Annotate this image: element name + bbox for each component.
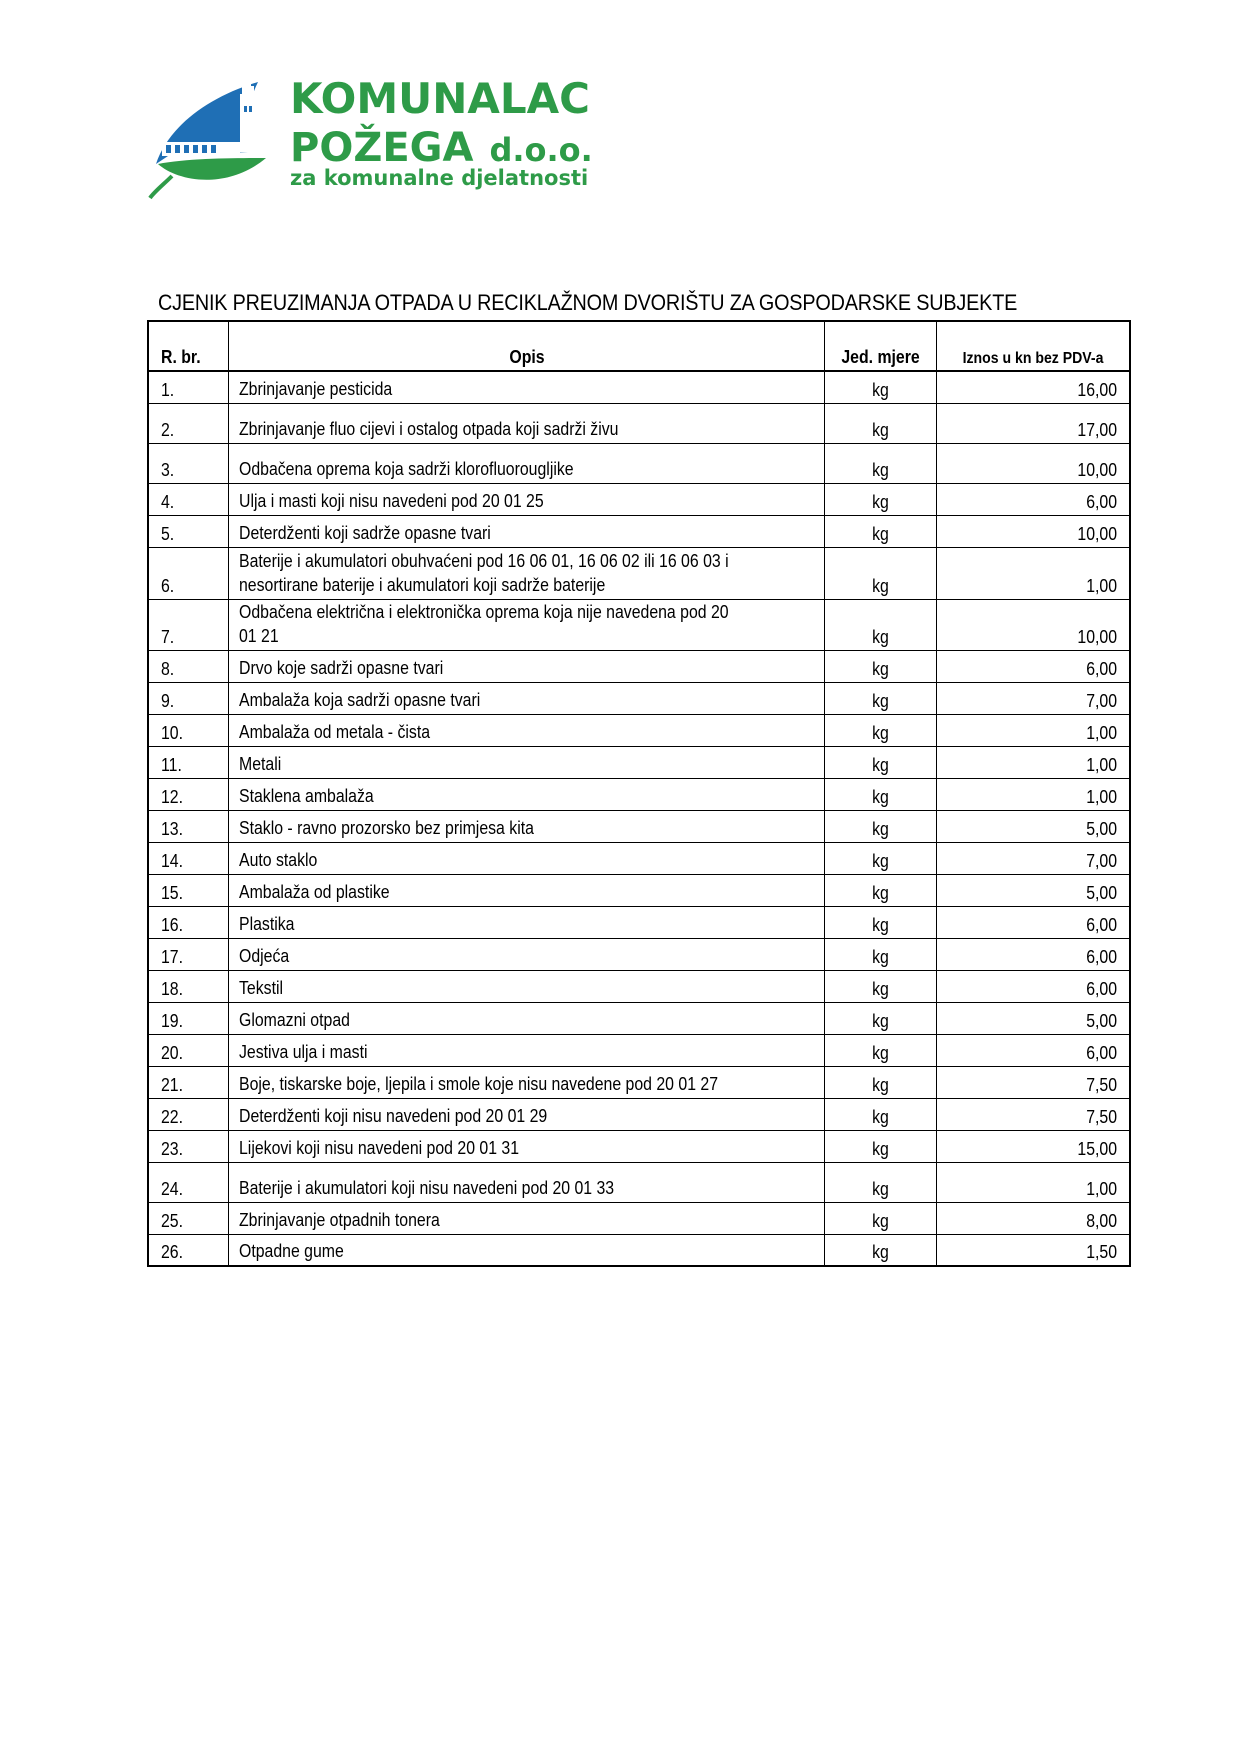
row-unit: kg: [825, 1162, 936, 1202]
brand-name-line2: [290, 125, 593, 171]
brand-city: POŽEGA: [290, 125, 474, 171]
row-unit: kg: [825, 483, 936, 515]
row-description: Otpadne gume: [228, 1234, 824, 1266]
row-description: Ulja i masti koji nisu navedeni pod 20 01 25: [228, 483, 824, 515]
table-row: [148, 842, 1130, 874]
table-row: [148, 547, 1130, 599]
brand-name-line1: KOMUNALAC: [290, 74, 591, 123]
row-price: 6,00: [936, 483, 1130, 515]
row-unit: kg: [825, 746, 936, 778]
row-price: 8,00: [936, 1202, 1130, 1234]
row-description: Baterije i akumulatori obuhvaćeni pod 16 06 01, 16 06 02 ili 16 06 03 i nesortirane baterije i akumulatori koji sadrže baterije: [228, 547, 824, 599]
row-unit: kg: [825, 371, 936, 403]
row-unit: kg: [825, 1202, 936, 1234]
row-description: Baterije i akumulatori koji nisu navedeni pod 20 01 33: [228, 1162, 824, 1202]
table-row: [148, 1202, 1130, 1234]
row-number: 16.: [148, 906, 228, 938]
row-unit: kg: [825, 970, 936, 1002]
row-unit: kg: [825, 1130, 936, 1162]
row-number: 22.: [148, 1098, 228, 1130]
row-number: 20.: [148, 1034, 228, 1066]
row-price: 5,00: [936, 874, 1130, 906]
row-description: Zbrinjavanje pesticida: [228, 371, 824, 403]
row-unit: kg: [825, 1002, 936, 1034]
row-number: 23.: [148, 1130, 228, 1162]
row-unit: kg: [825, 650, 936, 682]
row-description: Auto staklo: [228, 842, 824, 874]
document-title: CJENIK PREUZIMANJA OTPADA U RECIKLAŽNOM DVORIŠTU ZA GOSPODARSKE SUBJEKTE: [158, 290, 1018, 315]
row-number: 2.: [148, 403, 228, 443]
row-number: 5.: [148, 515, 228, 547]
row-description: Boje, tiskarske boje, ljepila i smole koje nisu navedene pod 20 01 27: [228, 1066, 824, 1098]
row-description: Metali: [228, 746, 824, 778]
row-price: 6,00: [936, 938, 1130, 970]
row-price: 16,00: [936, 371, 1130, 403]
row-unit: kg: [825, 599, 936, 650]
row-number: 19.: [148, 1002, 228, 1034]
row-description: Drvo koje sadrži opasne tvari: [228, 650, 824, 682]
row-price: 7,50: [936, 1098, 1130, 1130]
row-number: 1.: [148, 371, 228, 403]
table-row: [148, 650, 1130, 682]
table-row: [148, 1234, 1130, 1266]
row-description: Odjeća: [228, 938, 824, 970]
table-row: [148, 1130, 1130, 1162]
row-description: Deterdženti koji nisu navedeni pod 20 01 29: [228, 1098, 824, 1130]
row-description: Staklena ambalaža: [228, 778, 824, 810]
column-header-description: Opis: [228, 321, 824, 371]
table-row: [148, 1066, 1130, 1098]
row-price: 10,00: [936, 443, 1130, 483]
table-row: [148, 443, 1130, 483]
table-row: [148, 403, 1130, 443]
row-price: 5,00: [936, 1002, 1130, 1034]
table-row: [148, 371, 1130, 403]
row-description: Zbrinjavanje otpadnih tonera: [228, 1202, 824, 1234]
row-price: 1,00: [936, 746, 1130, 778]
table-row: [148, 874, 1130, 906]
row-price: 1,50: [936, 1234, 1130, 1266]
table-row: [148, 515, 1130, 547]
row-unit: kg: [825, 810, 936, 842]
row-description: Ambalaža koja sadrži opasne tvari: [228, 682, 824, 714]
brand-tagline: za komunalne djelatnosti: [290, 166, 589, 190]
brand-suffix: d.o.o.: [489, 131, 593, 169]
column-header-number: R. br.: [148, 321, 228, 371]
row-price: 1,00: [936, 714, 1130, 746]
row-number: 24.: [148, 1162, 228, 1202]
row-unit: kg: [825, 714, 936, 746]
row-price: 7,00: [936, 842, 1130, 874]
row-price: 5,00: [936, 810, 1130, 842]
table-row: [148, 746, 1130, 778]
row-number: 4.: [148, 483, 228, 515]
row-description: Ambalaža od metala - čista: [228, 714, 824, 746]
row-number: 21.: [148, 1066, 228, 1098]
row-number: 17.: [148, 938, 228, 970]
row-price: 17,00: [936, 403, 1130, 443]
row-description: Staklo - ravno prozorsko bez primjesa kita: [228, 810, 824, 842]
row-description: Glomazni otpad: [228, 1002, 824, 1034]
column-header-price: Iznos u kn bez PDV-a: [936, 321, 1130, 371]
row-number: 13.: [148, 810, 228, 842]
row-unit: kg: [825, 1234, 936, 1266]
row-price: 1,00: [936, 547, 1130, 599]
table-row: [148, 970, 1130, 1002]
row-price: 1,00: [936, 1162, 1130, 1202]
row-number: 11.: [148, 746, 228, 778]
row-number: 12.: [148, 778, 228, 810]
row-number: 18.: [148, 970, 228, 1002]
logo-emblem-icon: [148, 72, 284, 202]
row-unit: kg: [825, 842, 936, 874]
table-row: [148, 906, 1130, 938]
table-row: [148, 599, 1130, 650]
row-price: 6,00: [936, 970, 1130, 1002]
row-description: Tekstil: [228, 970, 824, 1002]
row-description: Plastika: [228, 906, 824, 938]
row-description: Ambalaža od plastike: [228, 874, 824, 906]
table-header-row: [148, 321, 1130, 371]
row-price: 6,00: [936, 1034, 1130, 1066]
row-price: 6,00: [936, 650, 1130, 682]
row-number: 8.: [148, 650, 228, 682]
row-price: 6,00: [936, 906, 1130, 938]
table-row: [148, 778, 1130, 810]
row-unit: kg: [825, 938, 936, 970]
row-description: Deterdženti koji sadrže opasne tvari: [228, 515, 824, 547]
row-description: Odbačena oprema koja sadrži klorofluorougljike: [228, 443, 824, 483]
row-price: 10,00: [936, 599, 1130, 650]
row-number: 6.: [148, 547, 228, 599]
row-number: 15.: [148, 874, 228, 906]
row-description: Lijekovi koji nisu navedeni pod 20 01 31: [228, 1130, 824, 1162]
row-number: 3.: [148, 443, 228, 483]
table-body: [148, 371, 1130, 1266]
table-row: [148, 1002, 1130, 1034]
table-row: [148, 682, 1130, 714]
row-number: 25.: [148, 1202, 228, 1234]
row-price: 15,00: [936, 1130, 1130, 1162]
table-row: [148, 714, 1130, 746]
row-unit: kg: [825, 1034, 936, 1066]
row-unit: kg: [825, 874, 936, 906]
row-unit: kg: [825, 1098, 936, 1130]
table-row: [148, 1162, 1130, 1202]
row-unit: kg: [825, 443, 936, 483]
row-description: Jestiva ulja i masti: [228, 1034, 824, 1066]
row-price: 10,00: [936, 515, 1130, 547]
table-row: [148, 938, 1130, 970]
column-header-unit: Jed. mjere: [825, 321, 936, 371]
row-price: 1,00: [936, 778, 1130, 810]
row-description: Odbačena električna i elektronička oprema koja nije navedena pod 20 01 21: [228, 599, 824, 650]
row-number: 7.: [148, 599, 228, 650]
row-unit: kg: [825, 778, 936, 810]
row-number: 10.: [148, 714, 228, 746]
price-table: [147, 320, 1131, 1267]
row-unit: kg: [825, 906, 936, 938]
row-unit: kg: [825, 547, 936, 599]
table-row: [148, 810, 1130, 842]
row-unit: kg: [825, 682, 936, 714]
row-unit: kg: [825, 1066, 936, 1098]
row-unit: kg: [825, 515, 936, 547]
row-number: 14.: [148, 842, 228, 874]
row-number: 9.: [148, 682, 228, 714]
table-row: [148, 1034, 1130, 1066]
row-price: 7,00: [936, 682, 1130, 714]
row-unit: kg: [825, 403, 936, 443]
table-row: [148, 1098, 1130, 1130]
row-number: 26.: [148, 1234, 228, 1266]
row-description: Zbrinjavanje fluo cijevi i ostalog otpada koji sadrži živu: [228, 403, 824, 443]
row-price: 7,50: [936, 1066, 1130, 1098]
table-row: [148, 483, 1130, 515]
company-logo: [148, 72, 593, 202]
